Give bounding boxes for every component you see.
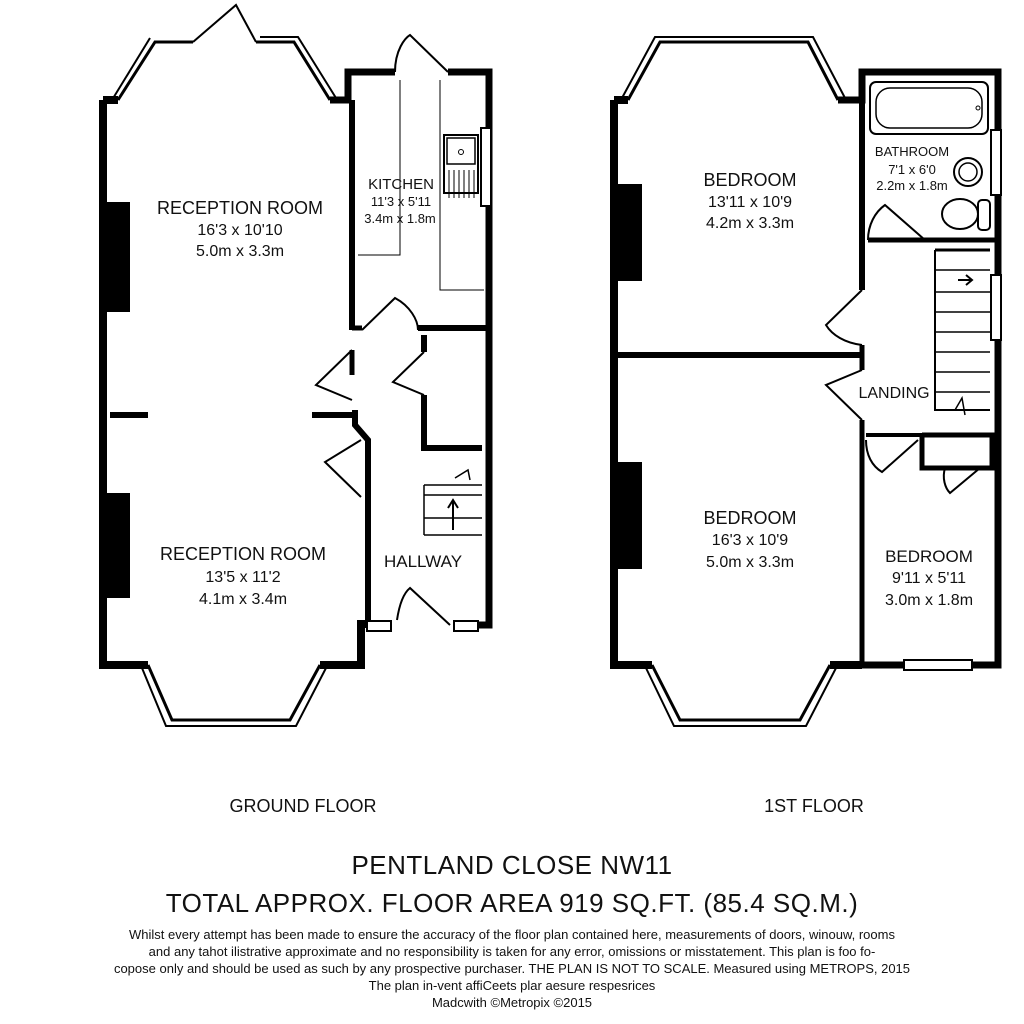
room-name: BEDROOM (703, 508, 797, 528)
first-floor-plan (614, 37, 1001, 726)
disclaimer-line: Whilst every attempt has been made to ensure the accuracy of the floor plan contained here, measurements of doors, winouw, rooms (129, 927, 895, 942)
room-size-metric: 5.0m x 3.3m (705, 554, 795, 571)
room-size-imperial: 7'1 x 6'0 (888, 162, 936, 177)
room-name: BEDROOM (703, 170, 797, 190)
room-name: LANDING (858, 385, 930, 402)
disclaimer-line: Madcwith ©Metropix ©2015 (431, 995, 593, 1010)
disclaimer-line: copose only and should be used as such by any prospective purchaser. THE PLAN IS NOT TO SCALE. Measured using METROPS, 2015 (113, 961, 911, 976)
total-floor-area: TOTAL APPROX. FLOOR AREA 919 SQ.FT. (85.4 SQ.M.) (165, 888, 859, 918)
room-size-imperial: 16'3 x 10'9 (711, 532, 789, 549)
ground-floor-plan (103, 5, 491, 726)
room-size-imperial: 13'5 x 11'2 (205, 569, 281, 586)
ground-floor-label: GROUND FLOOR (229, 796, 377, 816)
room-name: BATHROOM (874, 144, 950, 159)
room-size-metric: 4.1m x 3.4m (198, 591, 288, 608)
room-size-metric: 4.2m x 3.3m (705, 215, 795, 232)
disclaimer (30, 926, 994, 1011)
room-size-metric: 2.2m x 1.8m (876, 178, 948, 193)
room-name: KITCHEN (368, 176, 434, 193)
room-name: HALLWAY (383, 552, 463, 571)
first-floor-labels (703, 144, 973, 609)
disclaimer-line: The plan in-vent affiCeets plar aesure respesrices (368, 978, 656, 993)
property-address: PENTLAND CLOSE NW11 (351, 850, 673, 880)
room-size-imperial: 13'11 x 10'9 (707, 194, 793, 211)
first-floor-label: 1ST FLOOR (764, 796, 864, 816)
room-name: RECEPTION ROOM (156, 198, 324, 218)
disclaimer-line: and any tahot ilistrative approximate and no responsibility is taken for any error, omissions or misstatement. This plan is foo fo- (148, 944, 876, 959)
room-name: BEDROOM (885, 547, 973, 566)
room-name: RECEPTION ROOM (159, 544, 327, 564)
room-size-imperial: 16'3 x 10'10 (197, 222, 283, 239)
room-size-imperial: 11'3 x 5'11 (370, 194, 432, 209)
room-size-metric: 3.0m x 1.8m (884, 592, 974, 609)
room-size-metric: 5.0m x 3.3m (195, 243, 285, 260)
room-size-metric: 3.4m x 1.8m (364, 211, 436, 226)
room-size-imperial: 9'11 x 5'11 (891, 570, 967, 587)
